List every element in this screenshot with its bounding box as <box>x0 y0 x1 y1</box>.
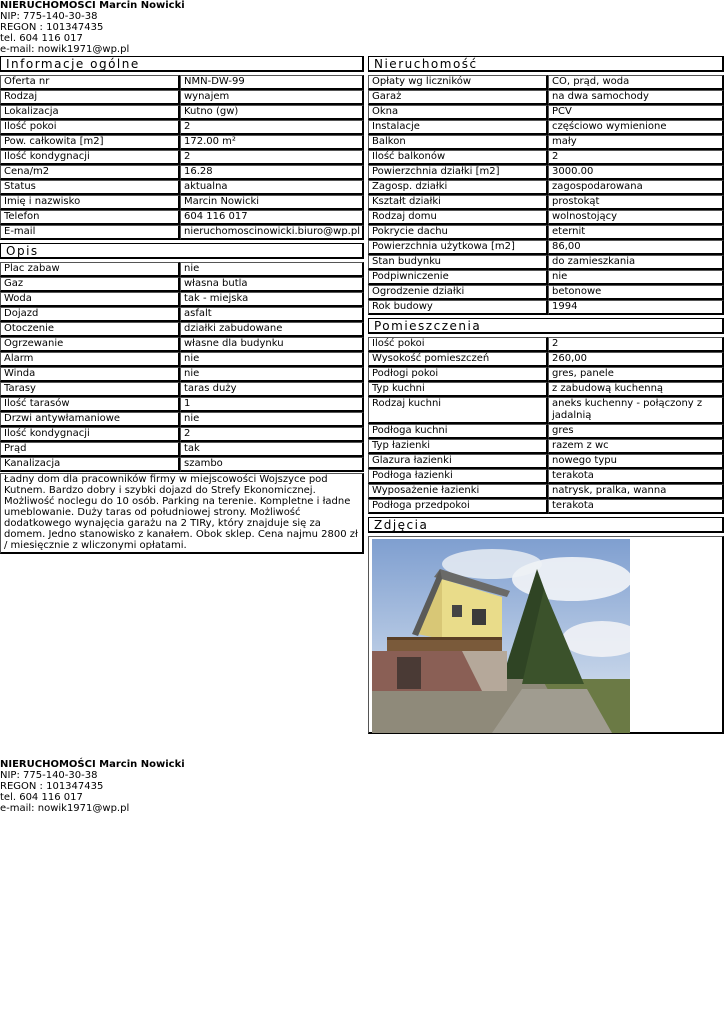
field-value: 1 <box>180 397 364 412</box>
field-label: Garaż <box>368 90 548 105</box>
table-row <box>0 397 364 412</box>
table-row <box>368 397 724 424</box>
table-row <box>368 382 724 397</box>
field-label: Alarm <box>0 352 180 367</box>
field-label: Pow. całkowita [m2] <box>0 135 180 150</box>
field-value: nieruchomoscinowicki.biuro@wp.pl <box>180 225 364 240</box>
section-title-zdjecia: Zdjęcia <box>368 517 724 533</box>
field-value: asfalt <box>180 307 364 322</box>
field-value: do zamieszkania <box>548 255 724 270</box>
agency-regon: REGON : 101347435 <box>0 781 104 792</box>
field-label: Rodzaj <box>0 90 180 105</box>
table-row <box>0 277 364 292</box>
field-value: taras duży <box>180 382 364 397</box>
table-row <box>368 300 724 315</box>
agency-name: NIERUCHOMOŚCI Marcin Nowicki <box>0 759 185 770</box>
field-label: Rok budowy <box>368 300 548 315</box>
table-row <box>368 270 724 285</box>
table-row <box>368 105 724 120</box>
field-label: Gaz <box>0 277 180 292</box>
field-label: Typ kuchni <box>368 382 548 397</box>
field-value: 260,00 <box>548 352 724 367</box>
field-label: Ilość balkonów <box>368 150 548 165</box>
field-value: wolnostojący <box>548 210 724 225</box>
field-label: Woda <box>0 292 180 307</box>
house-photo[interactable] <box>372 539 630 733</box>
field-label: Ilość pokoi <box>368 337 548 352</box>
agency-header-bottom <box>0 759 185 814</box>
table-row <box>368 150 724 165</box>
table-row <box>368 165 724 180</box>
field-value: razem z wc <box>548 439 724 454</box>
field-label: Podłoga kuchni <box>368 424 548 439</box>
field-label: Balkon <box>368 135 548 150</box>
field-label: Oferta nr <box>0 75 180 90</box>
section-title-general: Informacje ogólne <box>0 56 364 72</box>
field-value: terakota <box>548 499 724 514</box>
table-row <box>0 195 364 210</box>
field-value: PCV <box>548 105 724 120</box>
field-value: gres <box>548 424 724 439</box>
field-label: Lokalizacja <box>0 105 180 120</box>
field-value: szambo <box>180 457 364 472</box>
field-label: Ilość kondygnacji <box>0 150 180 165</box>
table-row <box>0 322 364 337</box>
field-value: Kutno (gw) <box>180 105 364 120</box>
field-label: Powierzchnia działki [m2] <box>368 165 548 180</box>
field-label: E-mail <box>0 225 180 240</box>
field-value: nie <box>180 352 364 367</box>
field-value: zagospodarowana <box>548 180 724 195</box>
field-label: Kanalizacja <box>0 457 180 472</box>
field-label: Wyposażenie łazienki <box>368 484 548 499</box>
field-label: Podłoga łazienki <box>368 469 548 484</box>
field-value: nie <box>180 367 364 382</box>
table-row <box>368 367 724 382</box>
table-row <box>0 457 364 472</box>
field-label: Opłaty wg liczników <box>368 75 548 90</box>
nieruchomosc-table <box>368 75 724 315</box>
agency-nip: NIP: 775-140-30-38 <box>0 11 98 22</box>
agency-email: e-mail: nowik1971@wp.pl <box>0 803 130 814</box>
field-value: wynajem <box>180 90 364 105</box>
field-value: 3000.00 <box>548 165 724 180</box>
agency-tel: tel. 604 116 017 <box>0 792 83 803</box>
table-row <box>368 75 724 90</box>
table-row <box>0 180 364 195</box>
table-row <box>0 90 364 105</box>
field-label: Ilość tarasów <box>0 397 180 412</box>
table-row <box>368 255 724 270</box>
table-row <box>368 240 724 255</box>
table-row <box>0 135 364 150</box>
field-value: własna butla <box>180 277 364 292</box>
field-value: 16.28 <box>180 165 364 180</box>
field-value: nowego typu <box>548 454 724 469</box>
field-label: Stan budynku <box>368 255 548 270</box>
field-value: prostokąt <box>548 195 724 210</box>
table-row <box>368 469 724 484</box>
field-value: aktualna <box>180 180 364 195</box>
agency-email: e-mail: nowik1971@wp.pl <box>0 44 130 55</box>
field-label: Wysokość pomieszczeń <box>368 352 548 367</box>
table-row <box>0 150 364 165</box>
section-title-opis: Opis <box>0 243 364 259</box>
table-row <box>368 484 724 499</box>
table-row <box>0 165 364 180</box>
field-label: Podłoga przedpokoi <box>368 499 548 514</box>
section-title-pomieszczenia: Pomieszczenia <box>368 318 724 334</box>
table-row <box>0 442 364 457</box>
field-label: Podłogi pokoi <box>368 367 548 382</box>
field-label: Ogrodzenie działki <box>368 285 548 300</box>
table-row <box>0 120 364 135</box>
section-title-nieruchomosc: Nieruchomość <box>368 56 724 72</box>
field-value: działki zabudowane <box>180 322 364 337</box>
field-value: nie <box>180 412 364 427</box>
field-label: Pokrycie dachu <box>368 225 548 240</box>
field-label: Rodzaj domu <box>368 210 548 225</box>
field-value: 2 <box>548 337 724 352</box>
field-label: Cena/m2 <box>0 165 180 180</box>
table-row <box>368 454 724 469</box>
table-row <box>368 180 724 195</box>
field-value: 86,00 <box>548 240 724 255</box>
field-value: 2 <box>180 427 364 442</box>
field-value: 1994 <box>548 300 724 315</box>
field-value: natrysk, pralka, wanna <box>548 484 724 499</box>
photo-gallery <box>368 536 724 734</box>
field-value: aneks kuchenny - połączony z jadalnią <box>548 397 724 424</box>
field-label: Drzwi antywłamaniowe <box>0 412 180 427</box>
field-label: Status <box>0 180 180 195</box>
field-value: betonowe <box>548 285 724 300</box>
field-label: Okna <box>368 105 548 120</box>
field-value: na dwa samochody <box>548 90 724 105</box>
field-label: Zagosp. działki <box>368 180 548 195</box>
agency-tel: tel. 604 116 017 <box>0 33 83 44</box>
table-row <box>0 105 364 120</box>
agency-name: NIERUCHOMOŚCI Marcin Nowicki <box>0 0 185 11</box>
field-label: Plac zabaw <box>0 262 180 277</box>
field-label: Otoczenie <box>0 322 180 337</box>
opis-table <box>0 262 364 472</box>
table-row <box>0 210 364 225</box>
field-value: mały <box>548 135 724 150</box>
table-row <box>368 195 724 210</box>
table-row <box>368 120 724 135</box>
field-label: Podpiwniczenie <box>368 270 548 285</box>
table-row <box>0 427 364 442</box>
field-value: 2 <box>180 150 364 165</box>
table-row <box>368 225 724 240</box>
left-column <box>0 56 364 554</box>
field-value: własne dla budynku <box>180 337 364 352</box>
field-value: gres, panele <box>548 367 724 382</box>
table-row <box>368 499 724 514</box>
table-row <box>0 307 364 322</box>
field-value: nie <box>180 262 364 277</box>
agency-header-top <box>0 0 185 55</box>
field-value: terakota <box>548 469 724 484</box>
agency-nip: NIP: 775-140-30-38 <box>0 770 98 781</box>
field-value: 172.00 m² <box>180 135 364 150</box>
table-row <box>368 424 724 439</box>
field-label: Glazura łazienki <box>368 454 548 469</box>
field-value: tak <box>180 442 364 457</box>
field-value: CO, prąd, woda <box>548 75 724 90</box>
table-row <box>368 210 724 225</box>
field-label: Ogrzewanie <box>0 337 180 352</box>
table-row <box>0 367 364 382</box>
field-label: Telefon <box>0 210 180 225</box>
field-label: Imię i nazwisko <box>0 195 180 210</box>
table-row <box>0 292 364 307</box>
table-row <box>368 135 724 150</box>
agency-regon: REGON : 101347435 <box>0 22 104 33</box>
field-label: Powierzchnia użytkowa [m2] <box>368 240 548 255</box>
field-label: Prąd <box>0 442 180 457</box>
table-row <box>368 337 724 352</box>
table-row <box>368 439 724 454</box>
table-row <box>0 352 364 367</box>
field-value: Marcin Nowicki <box>180 195 364 210</box>
field-value: NMN-DW-99 <box>180 75 364 90</box>
field-value: tak - miejska <box>180 292 364 307</box>
field-value: eternit <box>548 225 724 240</box>
table-row <box>0 225 364 240</box>
field-value: częściowo wymienione <box>548 120 724 135</box>
table-row <box>0 412 364 427</box>
table-row <box>0 337 364 352</box>
table-row <box>0 382 364 397</box>
right-column <box>368 56 724 734</box>
field-label: Dojazd <box>0 307 180 322</box>
field-value: 2 <box>548 150 724 165</box>
field-label: Ilość kondygnacji <box>0 427 180 442</box>
table-row <box>0 262 364 277</box>
table-row <box>0 75 364 90</box>
table-row <box>368 90 724 105</box>
field-label: Typ łazienki <box>368 439 548 454</box>
table-row <box>368 352 724 367</box>
field-value: z zabudową kuchenną <box>548 382 724 397</box>
field-value: 604 116 017 <box>180 210 364 225</box>
general-table <box>0 75 364 240</box>
field-label: Tarasy <box>0 382 180 397</box>
table-row <box>368 285 724 300</box>
field-label: Rodzaj kuchni <box>368 397 548 424</box>
pomieszczenia-table <box>368 337 724 514</box>
offer-description: Ładny dom dla pracowników firmy w miejscowości Wojszyce pod Kutnem. Bardzo dobry i szybki dojazd do Strefy Ekonomicznej. Możliwość noclegu do 10 osób. Parking na terenie. Kompletne i ładne umeblowanie. Duży taras od południowej strony. Możliwość dodatkowego wynajęcia garażu na 2 TIRy, który znajduje się za domem. Jedno stanowisko z kanałem. Obok sklep. Cena najmu 2800 zł / miesięcznie z wliczonymi opłatami. <box>0 473 364 554</box>
field-value: 2 <box>180 120 364 135</box>
field-label: Winda <box>0 367 180 382</box>
field-value: nie <box>548 270 724 285</box>
field-label: Kształt działki <box>368 195 548 210</box>
field-label: Instalacje <box>368 120 548 135</box>
field-label: Ilość pokoi <box>0 120 180 135</box>
